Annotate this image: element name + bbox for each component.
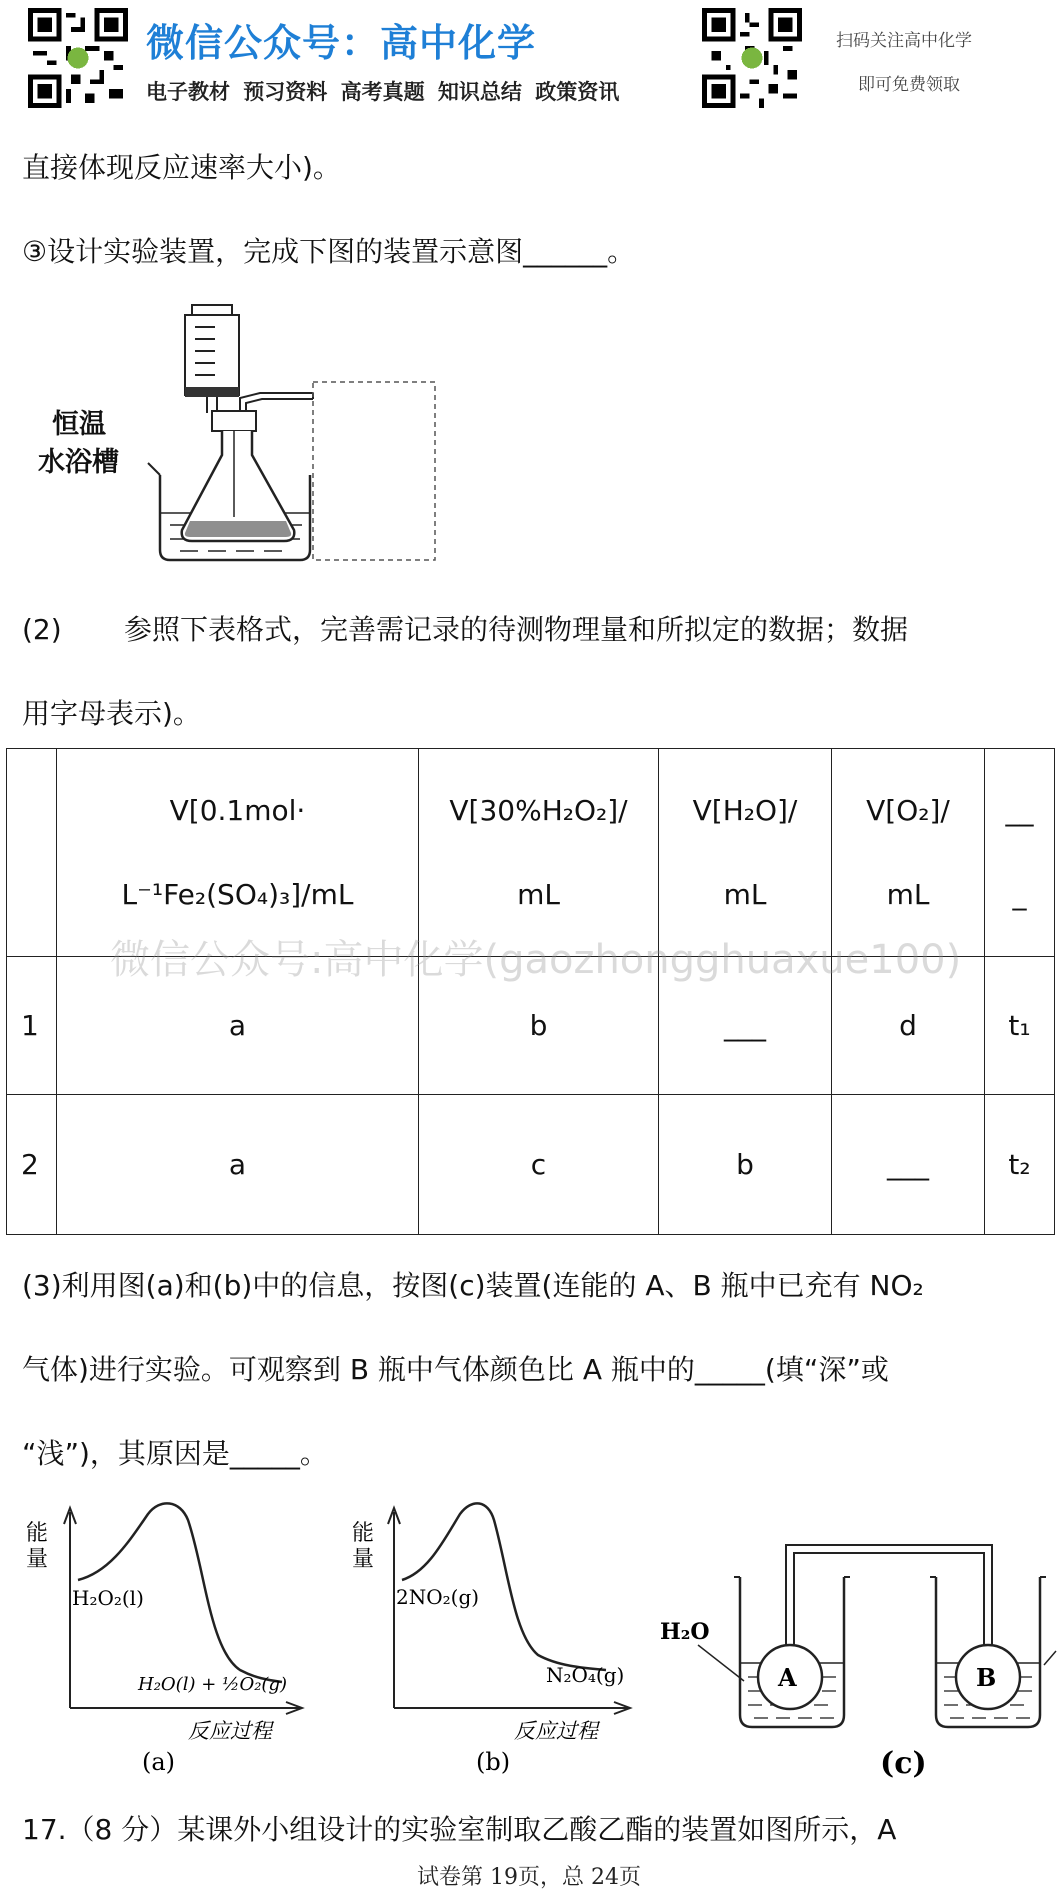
water-label: H₂O: [660, 1619, 710, 1645]
text-line-6: 气体)进行实验。可观察到 B 瓶中气体颜色比 A 瓶中的_____(填“深”或: [22, 1353, 889, 1386]
flask-a-label: A: [778, 1663, 797, 1692]
header-right-line2: 即可免费领取: [858, 75, 960, 95]
energy-diagram-b: [348, 1500, 668, 1780]
table-header-cell: V[0.1mol· L⁻¹Fe₂(SO₄)₃]/mL: [57, 749, 419, 957]
table-cell: a: [57, 1095, 419, 1235]
table-row: [7, 1095, 1055, 1235]
table-cell: a: [57, 957, 419, 1095]
table-header-cell: [7, 749, 57, 957]
watermark: 微信公众号:高中化学(gaozhongghuaxue100): [110, 937, 962, 983]
apparatus-label-2: 水浴槽: [38, 447, 119, 478]
data-table: [6, 748, 1055, 1235]
fig-b-ylabel-2: 量: [352, 1547, 375, 1572]
fig-b-ylabel-1: 能: [352, 1521, 375, 1546]
header-subtitle: 电子教材 预习资料 高考真题 知识总结 政策资讯: [146, 80, 620, 104]
text-line-3: (2) 参照下表格式，完善需记录的待测物理量和所拟定的数据；数据: [22, 613, 908, 646]
fig-b-xlabel: 反应过程: [514, 1719, 598, 1743]
fig-a-ylabel-1: 能: [26, 1521, 49, 1546]
table-cell: t₂: [985, 1095, 1055, 1235]
table-cell: 2: [7, 1095, 57, 1235]
table-cell: ___: [659, 957, 832, 1095]
table-cell: c: [419, 1095, 659, 1235]
table-header-row: [7, 749, 1055, 957]
table-cell: 1: [7, 957, 57, 1095]
text-line-4: 用字母表示)。: [22, 697, 201, 730]
header-title: 微信公众号：高中化学: [146, 21, 537, 65]
fig-a-caption: (a): [142, 1748, 176, 1776]
table-cell: d: [832, 957, 985, 1095]
text-line-1: 直接体现反应速率大小)。: [22, 151, 341, 184]
text-line-8: 17.（8 分）某课外小组设计的实验室制取乙酸乙酯的装置如图所示，A: [22, 1813, 897, 1846]
qr-code-right: [702, 8, 802, 108]
table-cell: b: [419, 957, 659, 1095]
fig-b-caption: (b): [476, 1748, 511, 1776]
energy-diagram-a: [20, 1500, 340, 1780]
fig-b-reactant: 2NO₂(g): [396, 1585, 480, 1609]
text-line-7: “浅”)，其原因是_____。: [22, 1437, 328, 1470]
table-cell: b: [659, 1095, 832, 1235]
qr-code-left: [28, 8, 128, 108]
table-header-cell: __ _: [985, 749, 1055, 957]
fig-c-caption: (c): [880, 1746, 927, 1781]
apparatus-c-diagram: [660, 1505, 1058, 1790]
table-cell: t₁: [985, 957, 1055, 1095]
table-header-cell: V[O₂]/ mL: [832, 749, 985, 957]
table-cell: ___: [832, 1095, 985, 1235]
table-header-cell: V[30%H₂O₂]/ mL: [419, 749, 659, 957]
text-line-2: ③设计实验装置，完成下图的装置示意图______。: [22, 235, 636, 268]
text-line-5: (3)利用图(a)和(b)中的信息，按图(c)装置(连能的 A、B 瓶中已充有 NO₂: [22, 1269, 924, 1302]
fig-a-ylabel-2: 量: [26, 1547, 49, 1572]
page-footer: 试卷第 19页，总 24页: [417, 1865, 641, 1890]
apparatus-label-1: 恒温: [52, 409, 106, 440]
table-header-cell: V[H₂O]/ mL: [659, 749, 832, 957]
fig-b-product: N₂O₄(g): [546, 1663, 625, 1687]
flask-b-label: B: [976, 1663, 997, 1692]
header-right-line1: 扫码关注高中化学: [836, 31, 972, 51]
fig-a-xlabel: 反应过程: [188, 1719, 272, 1743]
fig-a-product: H₂O(l) + ½O₂(g): [138, 1674, 287, 1695]
fig-a-reactant: H₂O₂(l): [72, 1586, 144, 1610]
